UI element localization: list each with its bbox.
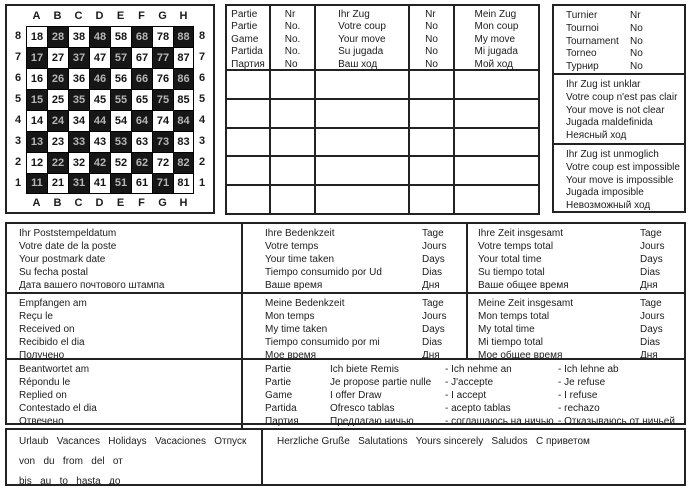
square-g6: 76 — [152, 68, 173, 89]
text-line: Дня — [640, 280, 658, 291]
text-line: Дата вашего почтового штампа — [19, 280, 165, 291]
move-entry-cell[interactable] — [227, 98, 269, 127]
text-line: Partie — [265, 364, 292, 375]
text-line: Ihre Zeit insgesamt — [478, 228, 564, 239]
move-entry-cell[interactable] — [269, 184, 314, 213]
your-time-taken-cell — [243, 224, 468, 292]
text-line: Турнир — [566, 61, 599, 73]
move-entry-cell[interactable] — [314, 127, 408, 156]
square-e1: 51 — [110, 173, 131, 194]
square-b4: 24 — [47, 110, 68, 131]
moves-header-your-move-number — [269, 6, 314, 69]
your-time-taken-labels — [265, 227, 422, 292]
text-line: Dias — [422, 337, 443, 348]
text-line: Contestado el dia — [19, 403, 97, 414]
text-line: Partida — [265, 403, 297, 414]
text-line: Mon coup — [474, 21, 519, 33]
vacation-from-line: von du from del от — [19, 456, 123, 467]
file-label: H — [179, 9, 188, 22]
rank-label: 5 — [14, 93, 22, 105]
text-line: No. — [284, 33, 301, 45]
rank-label: 5 — [198, 93, 206, 105]
square-f7: 67 — [131, 47, 152, 68]
square-d8: 48 — [89, 26, 110, 47]
rank-label: 4 — [198, 114, 206, 126]
square-h7: 87 — [173, 47, 194, 68]
square-f5: 65 — [131, 89, 152, 110]
text-line: Your move is impossible — [566, 174, 674, 186]
text-line: Nr — [630, 10, 641, 21]
your-postmark-date-cell — [7, 224, 243, 292]
square-b3: 23 — [47, 131, 68, 152]
move-entry-cell[interactable] — [227, 184, 269, 213]
text-line: No — [425, 58, 438, 70]
text-line: - I accept — [445, 390, 487, 401]
text-line: No — [630, 48, 643, 60]
board-corner — [10, 6, 26, 26]
text-line: Your total time — [478, 254, 542, 265]
vacation-to-line: bis au to hasta до — [19, 476, 121, 487]
square-g3: 73 — [152, 131, 173, 152]
square-h3: 83 — [173, 131, 194, 152]
moves-header-my-move-number — [408, 6, 453, 69]
square-c2: 32 — [68, 152, 89, 173]
board-corner — [194, 6, 210, 26]
my-time-taken-cell — [243, 294, 468, 361]
square-f8: 68 — [131, 26, 152, 47]
square-a5: 15 — [26, 89, 47, 110]
text-line: No — [425, 46, 438, 58]
move-entry-cell[interactable] — [314, 98, 408, 127]
square-a3: 13 — [26, 131, 47, 152]
text-line: - Ich nehme an — [445, 364, 512, 375]
square-f6: 66 — [131, 68, 152, 89]
square-b1: 21 — [47, 173, 68, 194]
text-line: Your move is not clear — [566, 104, 665, 116]
my-total-time-cell — [468, 294, 684, 361]
text-line: Dias — [640, 337, 661, 348]
replied-on-cell — [7, 360, 243, 428]
moves-header-my-move — [453, 6, 538, 69]
square-b6: 26 — [47, 68, 68, 89]
text-line: Nr — [425, 9, 436, 20]
text-line: Дня — [640, 350, 658, 361]
square-d5: 45 — [89, 89, 110, 110]
text-line: - I refuse — [558, 390, 598, 401]
move-entry-cell[interactable] — [269, 155, 314, 184]
text-line: Mein Zug — [474, 9, 517, 20]
text-line: Dias — [640, 267, 661, 278]
square-c8: 38 — [68, 26, 89, 47]
square-d4: 44 — [89, 110, 110, 131]
file-label: C — [74, 196, 83, 209]
greetings-line: Herzliche Gruße Salutations Yours sincerely Saludos С приветом — [277, 436, 590, 447]
board-corner — [10, 194, 26, 212]
move-entry-cell[interactable] — [314, 69, 408, 98]
text-line: Ofresco tablas — [330, 403, 395, 414]
text-line: Partida — [231, 46, 263, 58]
move-entry-cell[interactable] — [453, 69, 538, 98]
square-e7: 57 — [110, 47, 131, 68]
text-line: Su tiempo total — [478, 267, 545, 278]
text-line: - J'accepte — [445, 377, 494, 388]
move-entry-cell[interactable] — [408, 127, 453, 156]
square-d3: 43 — [89, 131, 110, 152]
rank-label: 4 — [14, 114, 22, 126]
move-entry-cell[interactable] — [269, 127, 314, 156]
text-line: Ваше время — [265, 280, 323, 291]
text-line: Days — [640, 324, 663, 335]
text-line: No — [425, 21, 438, 33]
square-a1: 11 — [26, 173, 47, 194]
text-line: Tournament — [566, 35, 619, 47]
my-total-time-units — [640, 297, 682, 361]
text-line: Jours — [422, 241, 447, 252]
text-line: Ihr Zug ist unklar — [566, 79, 641, 90]
text-line: Je propose partie nulle — [330, 377, 432, 388]
square-f1: 61 — [131, 173, 152, 194]
move-impossible-notice — [554, 143, 684, 213]
square-f3: 63 — [131, 131, 152, 152]
text-line: Jugada maldefinida — [566, 117, 653, 129]
rank-label: 3 — [14, 135, 22, 147]
square-c3: 33 — [68, 131, 89, 152]
text-line: No. — [284, 46, 301, 58]
move-entry-cell[interactable] — [227, 155, 269, 184]
square-d1: 41 — [89, 173, 110, 194]
file-label: A — [32, 196, 41, 209]
text-line: Your time taken — [265, 254, 335, 265]
text-line: Ich biete Remis — [330, 364, 399, 375]
text-line: No — [630, 61, 643, 73]
text-line: Jours — [422, 311, 447, 322]
text-line: Ваше общее время — [478, 280, 569, 291]
text-line: Mi tiempo total — [478, 337, 544, 348]
text-line: My total time — [478, 324, 535, 335]
text-line: Game — [265, 390, 293, 401]
text-line: Невозможный ход — [566, 200, 651, 212]
file-label: H — [179, 196, 188, 209]
draw-offer-column — [330, 363, 445, 428]
square-e2: 52 — [110, 152, 131, 173]
text-line: No — [630, 35, 643, 47]
text-line: Мой ход — [474, 58, 513, 70]
text-line: Предлагаю ничью — [330, 416, 414, 427]
text-line: Partie — [231, 9, 258, 20]
file-label: G — [158, 196, 167, 209]
text-line: Tage — [422, 298, 444, 309]
text-line: Неясный ход — [566, 130, 627, 142]
text-line: Votre temps total — [478, 241, 554, 252]
square-d2: 42 — [89, 152, 110, 173]
text-line: Ihr Zug ist unmoglich — [566, 148, 659, 160]
vacation-title: Urlaub Vacances Holidays Vacaciones Отпуск — [19, 436, 247, 447]
my-time-taken-labels — [265, 297, 422, 361]
text-line: Мое общее время — [478, 350, 563, 361]
tournament-numbers — [630, 10, 680, 73]
text-line: Tage — [640, 228, 662, 239]
rank-label: 1 — [14, 177, 22, 189]
move-entry-cell[interactable] — [314, 184, 408, 213]
text-line: Tournoi — [566, 22, 599, 34]
rank-label: 1 — [198, 177, 206, 189]
text-line: Days — [640, 254, 663, 265]
text-line: No — [284, 58, 298, 70]
row-your-times — [7, 224, 684, 292]
square-d7: 47 — [89, 47, 110, 68]
text-line: Ihr Zug — [338, 9, 370, 20]
vacation-box — [7, 430, 263, 487]
text-line: Дня — [422, 280, 440, 291]
text-line: Répondu le — [19, 377, 71, 388]
text-line: Mi jugada — [474, 46, 518, 58]
text-line: No — [425, 33, 438, 45]
move-entry-cell[interactable] — [269, 98, 314, 127]
text-line: Nr — [284, 9, 296, 20]
text-line: - Je refuse — [558, 377, 606, 388]
rank-label: 7 — [14, 51, 22, 63]
your-total-time-cell — [468, 224, 684, 292]
text-line: Tiempo consumido por mi — [265, 337, 380, 348]
text-line: Your move — [338, 33, 386, 45]
text-line: Получено — [19, 350, 65, 361]
square-c5: 35 — [68, 89, 89, 110]
square-g1: 71 — [152, 173, 173, 194]
text-line: Votre temps — [265, 241, 319, 252]
square-c6: 36 — [68, 68, 89, 89]
your-total-time-labels — [478, 227, 640, 292]
text-line: Votre coup est impossible — [566, 161, 680, 173]
square-c4: 34 — [68, 110, 89, 131]
rank-label: 2 — [14, 156, 22, 168]
rank-label: 7 — [198, 51, 206, 63]
draw-decline-column — [558, 363, 684, 428]
square-e3: 53 — [110, 131, 131, 152]
square-e8: 58 — [110, 26, 131, 47]
draw-offer-cell — [243, 360, 684, 428]
move-entry-cell[interactable] — [408, 184, 453, 213]
bottom-section — [5, 428, 686, 486]
square-g7: 77 — [152, 47, 173, 68]
moves-header-your-move — [314, 6, 408, 69]
text-line: Meine Bedenkzeit — [265, 298, 345, 309]
received-on-cell — [7, 294, 243, 361]
file-label: F — [138, 196, 145, 209]
square-a6: 16 — [26, 68, 47, 89]
text-line: I offer Draw — [330, 390, 382, 401]
time-section — [5, 222, 686, 425]
text-line: Tage — [640, 298, 662, 309]
text-line: Партия — [265, 416, 299, 427]
text-line: No. — [284, 21, 301, 33]
right-column — [552, 4, 686, 213]
text-line: Партия — [231, 58, 265, 70]
text-line: Jugada imposible — [566, 187, 644, 199]
square-f2: 62 — [131, 152, 152, 173]
text-line: Su jugada — [338, 46, 384, 58]
square-c1: 31 — [68, 173, 89, 194]
square-b7: 27 — [47, 47, 68, 68]
file-label: B — [53, 9, 62, 22]
square-b5: 25 — [47, 89, 68, 110]
square-a8: 18 — [26, 26, 47, 47]
text-line: - соглашаюсь на ничью — [445, 416, 554, 427]
square-e4: 54 — [110, 110, 131, 131]
rank-label: 3 — [198, 135, 206, 147]
rank-label: 6 — [198, 72, 206, 84]
tournament-labels — [566, 10, 630, 73]
text-line: Votre coup — [338, 21, 386, 33]
text-line: Ваш ход — [338, 58, 378, 70]
file-label: D — [95, 9, 104, 22]
text-line: Ihre Bedenkzeit — [265, 228, 335, 239]
move-entry-cell[interactable] — [453, 184, 538, 213]
chessboard-grid — [10, 6, 210, 212]
text-line: Ihr Poststempeldatum — [19, 228, 117, 239]
text-line: No — [630, 22, 643, 34]
moves-table — [225, 4, 540, 215]
square-h1: 81 — [173, 173, 194, 194]
text-line: Received on — [19, 324, 75, 335]
move-entry-cell[interactable] — [227, 69, 269, 98]
square-e5: 55 — [110, 89, 131, 110]
square-g8: 78 — [152, 26, 173, 47]
rank-label: 8 — [198, 30, 206, 42]
my-total-time-labels — [478, 297, 640, 361]
text-line: - rechazo — [558, 403, 600, 414]
tournament-box — [554, 6, 684, 73]
row-draw-offer — [7, 358, 684, 428]
text-line: - acepto tablas — [445, 403, 511, 414]
square-a2: 12 — [26, 152, 47, 173]
text-line: - Отказываюсь от ничьей — [558, 416, 675, 427]
text-line: Su fecha postal — [19, 267, 88, 278]
text-line: Tage — [422, 228, 444, 239]
file-label: C — [74, 9, 83, 22]
square-b8: 28 — [47, 26, 68, 47]
text-line: Дня — [422, 350, 440, 361]
file-label: E — [116, 9, 125, 22]
text-line: Replied on — [19, 390, 67, 401]
text-line: Мое время — [265, 350, 317, 361]
my-time-taken-units — [422, 297, 464, 361]
board-corner — [194, 194, 210, 212]
moves-header-game — [227, 6, 269, 69]
text-line: Mon temps — [265, 311, 315, 322]
text-line: Jours — [640, 311, 665, 322]
move-entry-cell[interactable] — [453, 98, 538, 127]
square-h2: 82 — [173, 152, 194, 173]
square-c7: 37 — [68, 47, 89, 68]
rank-label: 2 — [198, 156, 206, 168]
rank-label: 6 — [14, 72, 22, 84]
square-b2: 22 — [47, 152, 68, 173]
square-h5: 85 — [173, 89, 194, 110]
move-entry-cell[interactable] — [314, 155, 408, 184]
text-line: Game — [231, 33, 259, 45]
text-line: Beantwortet am — [19, 364, 90, 375]
move-entry-cell[interactable] — [453, 127, 538, 156]
move-entry-cell[interactable] — [269, 69, 314, 98]
text-line: Meine Zeit insgesamt — [478, 298, 574, 309]
text-line: Dias — [422, 267, 443, 278]
square-d6: 46 — [89, 68, 110, 89]
text-line: Partie — [231, 21, 258, 33]
square-g4: 74 — [152, 110, 173, 131]
file-label: E — [116, 196, 125, 209]
square-a7: 17 — [26, 47, 47, 68]
file-label: F — [138, 9, 145, 22]
file-label: G — [158, 9, 167, 22]
draw-accept-column — [445, 363, 558, 428]
text-line: My move — [474, 33, 516, 45]
text-line: Отвечено — [19, 416, 64, 427]
text-line: Mon temps total — [478, 311, 550, 322]
greetings-box — [263, 430, 684, 484]
move-entry-cell[interactable] — [408, 69, 453, 98]
draw-game-column — [243, 363, 330, 428]
text-line: Jours — [640, 241, 665, 252]
text-line: Your postmark date — [19, 254, 106, 265]
text-line: Votre date de la poste — [19, 241, 117, 252]
text-line: Tiempo consumido por Ud — [265, 267, 382, 278]
square-g2: 72 — [152, 152, 173, 173]
rank-label: 8 — [14, 30, 22, 42]
move-entry-cell[interactable] — [453, 155, 538, 184]
text-line: Partie — [265, 377, 292, 388]
square-h4: 84 — [173, 110, 194, 131]
row-my-times — [7, 292, 684, 361]
move-unclear-notice — [554, 73, 684, 143]
text-line: - Ich lehne ab — [558, 364, 619, 375]
square-e6: 56 — [110, 68, 131, 89]
your-total-time-units — [640, 227, 682, 292]
text-line: Turnier — [566, 10, 598, 21]
square-h6: 86 — [173, 68, 194, 89]
text-line: Votre coup n'est pas clair — [566, 91, 678, 103]
move-entry-cell[interactable] — [227, 127, 269, 156]
text-line: Empfangen am — [19, 298, 87, 309]
file-label: A — [32, 9, 41, 22]
text-line: Recibido el dia — [19, 337, 85, 348]
file-label: D — [95, 196, 104, 209]
move-entry-cell[interactable] — [408, 155, 453, 184]
chessboard-box — [5, 4, 215, 214]
text-line: Torneo — [566, 48, 597, 60]
square-h8: 88 — [173, 26, 194, 47]
move-entry-cell[interactable] — [408, 98, 453, 127]
square-g5: 75 — [152, 89, 173, 110]
text-line: My time taken — [265, 324, 328, 335]
square-a4: 14 — [26, 110, 47, 131]
square-f4: 64 — [131, 110, 152, 131]
text-line: Reçu le — [19, 311, 53, 322]
your-time-taken-units — [422, 227, 464, 292]
file-label: B — [53, 196, 62, 209]
text-line: Days — [422, 254, 445, 265]
text-line: Days — [422, 324, 445, 335]
moves-grid — [227, 6, 538, 213]
